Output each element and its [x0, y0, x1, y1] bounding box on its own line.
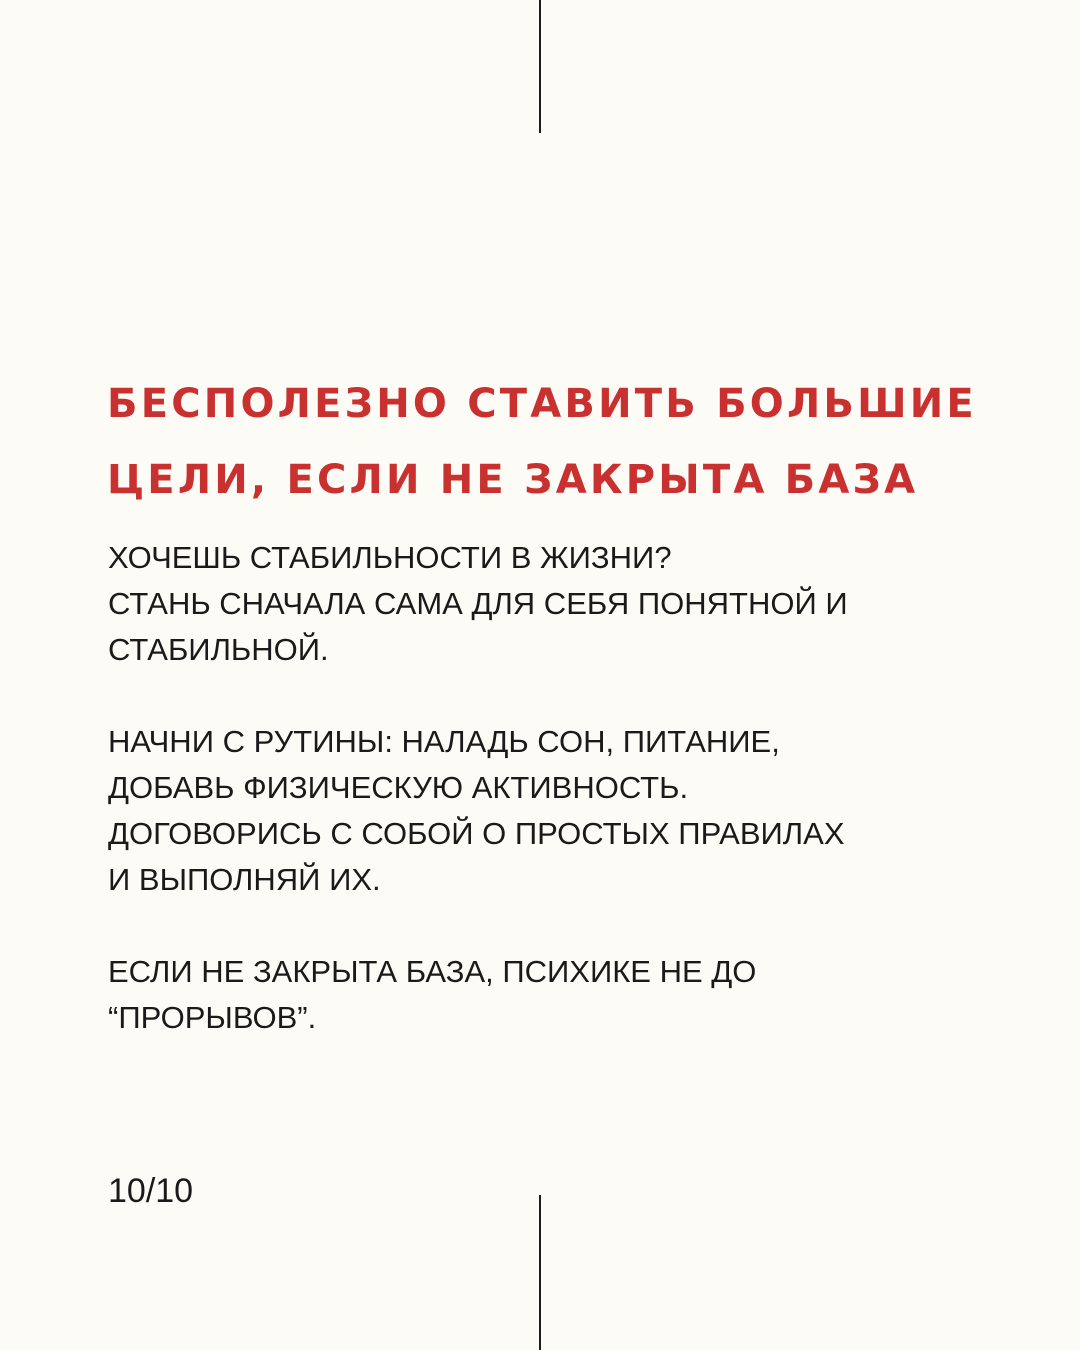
page-counter: 10/10 — [108, 1172, 194, 1210]
text-line: ХОЧЕШЬ СТАБИЛЬНОСТИ В ЖИЗНИ? — [108, 540, 672, 575]
text-line: СТАБИЛЬНОЙ. — [108, 632, 329, 667]
paragraph-routine — [108, 719, 1008, 903]
headline-line: БЕСПОЛЕЗНО СТАВИТЬ БОЛЬШИЕ — [107, 381, 977, 427]
text-line: НАЧНИ С РУТИНЫ: НАЛАДЬ СОН, ПИТАНИЕ, — [108, 724, 780, 759]
text-line: И ВЫПОЛНЯЙ ИХ. — [108, 862, 381, 897]
text-line: СТАНЬ СНАЧАЛА САМА ДЛЯ СЕБЯ ПОНЯТНОЙ И — [108, 586, 848, 621]
body-text — [108, 535, 1008, 1041]
text-line: “ПРОРЫВОВ”. — [108, 1000, 317, 1035]
headline-line: ЦЕЛИ, ЕСЛИ НЕ ЗАКРЫТА БАЗА — [107, 457, 919, 503]
paragraph-stability — [108, 535, 1008, 673]
top-divider-line — [539, 0, 541, 133]
text-line: ДОБАВЬ ФИЗИЧЕСКУЮ АКТИВНОСТЬ. — [108, 770, 689, 805]
bottom-divider-line — [539, 1195, 541, 1350]
headline — [107, 366, 1007, 518]
text-line: ДОГОВОРИСЬ С СОБОЙ О ПРОСТЫХ ПРАВИЛАХ — [108, 816, 845, 851]
paragraph-base — [108, 949, 1008, 1041]
text-line: ЕСЛИ НЕ ЗАКРЫТА БАЗА, ПСИХИКЕ НЕ ДО — [108, 954, 757, 989]
